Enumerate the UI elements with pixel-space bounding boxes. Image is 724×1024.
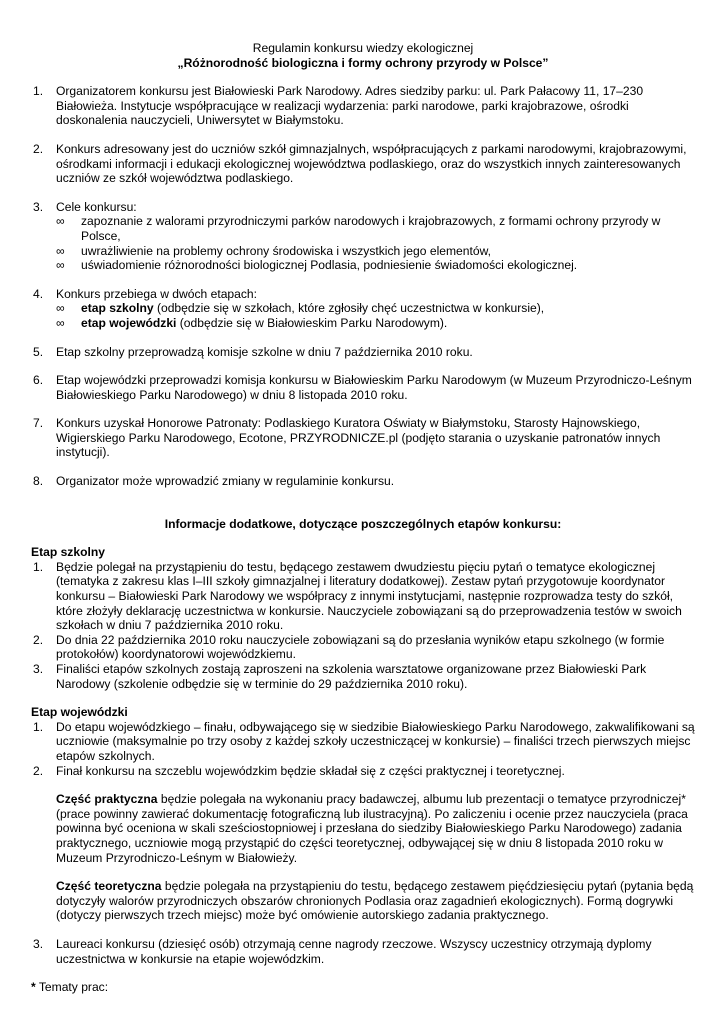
item-number: 1.: [33, 559, 44, 574]
info-heading: Informacje dodatkowe, dotyczące poszczególnych etapów konkursu:: [164, 516, 562, 531]
goal-bullet-3: [56, 258, 695, 273]
rule-item-8: [31, 474, 695, 489]
rule-text: Etap wojewódzki przeprowadzi komisja konkursu w Białowieskim Parku Narodowym (w Muzeum Przyrodniczo-Leśnym Białowieskiego Parku Narodowego) w dniu 8 listopada 2010 roku.: [56, 373, 692, 402]
stage-desc: (odbędzie się w Białowieskim Parku Narodowym).: [176, 315, 448, 330]
rule-item-2: [31, 142, 695, 186]
goal-text: uświadomienie różnorodności biologicznej Podlasia, podniesienie świadomości ekologicznej.: [81, 258, 578, 273]
goal-text: zapoznanie z walorami przyrodniczymi parków narodowych i krajobrazowych, z formami ochrony przyrody w Polsce,: [81, 214, 661, 243]
item-text: Do etapu wojewódzkiego – finału, odbywającego się w siedzibie Białowieskiego Parku Narodowego, zakwalifikowani są uczniowie (maksymalnie po trzy osoby z każdej szkoły uczestniczącej w konkursie) – finaliści trzech pierwszych miejsc etapów szkolnych.: [56, 719, 695, 763]
stage-name: etap szkolny: [81, 301, 154, 316]
rule-number: 1.: [33, 84, 44, 99]
item-number: 2.: [33, 632, 44, 647]
rule-text: Organizatorem konkursu jest Białowieski Park Narodowy. Adres siedziby parku: ul. Park Pałacowy 11, 17–230 Białowieża. Instytucje współpracujące w realizacji wydarzenia: parki narodowe, parki krajobrazowe, ośrodki doskonalenia nauczycieli, Uniwersytet w Białymstoku.: [56, 84, 644, 128]
rule-text: Konkurs adresowany jest do uczniów szkół gimnazjalnych, współpracujących z parkami narodowymi, krajobrazowymi, ośrodkami informacji i edukacji ekologicznej województwa podlaskiego, oraz do wszystkich innych zainteresowanych uczniów ze szkół województwa podlaskiego.: [56, 141, 687, 186]
regional-item-1: [31, 720, 695, 764]
regional-item-3: [31, 937, 695, 966]
item-text: Laureaci konkursu (dziesięć osób) otrzymają cenne nagrody rzeczowe. Wszyscy uczestnicy otrzymają dyplomy uczestnictwa w konkursie na etapie wojewódzkim.: [56, 936, 652, 966]
document-title: [31, 41, 695, 70]
stage-bullet-2: [56, 316, 695, 331]
practical-part-paragraph: [31, 792, 695, 865]
rule-number: 4.: [33, 286, 44, 301]
title-line-1: Regulamin konkursu wiedzy ekologicznej: [252, 41, 474, 55]
item-number: 1.: [33, 719, 44, 734]
item-text: Do dnia 22 października 2010 roku nauczyciele zobowiązani są do przesłania wyników etapu szkolnego (w formie protokołów) koordynatorowi wojewódzkiemu.: [56, 632, 665, 662]
item-number: 2.: [33, 763, 44, 778]
rule-item-5: [31, 345, 695, 360]
goal-text: uwrażliwienie na problemy ochrony środowiska i wszystkich jego elementów,: [81, 243, 492, 258]
infinity-bullet-icon: ∞: [56, 301, 65, 316]
regional-item-2: [31, 764, 695, 779]
rule-item-6: [31, 373, 695, 402]
footnote-text: Tematy prac:: [35, 980, 109, 995]
rule-item-1: [31, 84, 695, 128]
rule-text: Cele konkursu:: [56, 199, 137, 214]
infinity-bullet-icon: ∞: [56, 243, 65, 258]
rule-number: 8.: [33, 474, 44, 489]
rule-number: 7.: [33, 416, 44, 431]
rule-item-4: [31, 287, 695, 331]
rule-number: 6.: [33, 373, 44, 388]
rule-text: Konkurs przebiega w dwóch etapach:: [56, 286, 258, 301]
regional-stage-heading: Etap wojewódzki: [31, 705, 128, 720]
rule-number: 5.: [33, 344, 44, 359]
practical-part-text: będzie polegała na wykonaniu pracy badawczej, albumu lub prezentacji o tematyce przyrodniczej* (prace powinny zawierać dokumentację fotograficzną lub ilustracyjną). Po zaliczeniu i ocenie przez nauczyciela (praca powinna być oceniona w skali sześciostopniowej i przesłana do siedziby Białowieskiego Parku Narodowego) zadania praktycznego, uczniowie mogą przystąpić do części teoretycznej, odbywającej się w dniu 8 listopada 2010 roku w Muzeum Przyrodniczo-Leśnym w Białowieży.: [56, 792, 688, 865]
item-text: Finaliści etapów szkolnych zostają zaproszeni na szkolenia warsztatowe organizowane przez Białowieski Park Narodowy (szkolenie odbędzie się w terminie do 29 października 2010 roku).: [56, 662, 647, 691]
rule-item-7: [31, 416, 695, 460]
rule-number: 2.: [33, 141, 44, 156]
rule-text: Etap szkolny przeprowadzą komisje szkolne w dniu 7 października 2010 roku.: [56, 344, 473, 359]
item-number: 3.: [33, 662, 44, 676]
theoretical-part-label: Część teoretyczna: [56, 879, 162, 894]
document-page: [31, 41, 695, 995]
school-item-2: [31, 633, 695, 662]
item-text: Będzie polegał na przystąpieniu do testu, będącego zestawem dwudziestu pięciu pytań o tematyce ekologicznej (tematyka z zakresu klas I–III szkoły gimnazjalnej i literatury dodatkowej). Zestaw pytań przygotowuje koordynator konkursu – Białowieski Park Narodowy we współpracy z innymi instytucjami, następnie rozprowadza testy do szkół, które złożyły deklarację uczestnictwa w konkursie. Nauczyciele zobowiązani są do przeprowadzenia testów w swoich szkołach w dniu 7 października 2010 roku.: [56, 559, 682, 633]
stage-desc: (odbędzie się w szkołach, które zgłosiły chęć uczestnictwa w konkursie),: [153, 301, 545, 316]
footnote: [31, 980, 695, 995]
stage-bullet-1: [56, 301, 695, 316]
school-stage-heading: Etap szkolny: [31, 545, 105, 560]
theoretical-part-text: będzie polegała na przystąpieniu do testu, będącego zestawem pięćdziesięciu pytań (pytania będą dotyczyły walorów przyrodniczych obszarów chronionych Podlasia oraz zagadnień ekologicznych). Formą dogrywki (dotyczy pierwszych trzech miejsc) może być omówienie autorskiego zadania praktycznego.: [56, 879, 694, 923]
theoretical-part-paragraph: [31, 879, 695, 923]
infinity-bullet-icon: ∞: [56, 258, 65, 273]
rule-text: Organizator może wprowadzić zmiany w regulaminie konkursu.: [56, 474, 395, 489]
school-item-1: [31, 560, 695, 633]
item-text: Finał konkursu na szczeblu wojewódzkim będzie składał się z części praktycznej i teoretycznej.: [56, 763, 565, 778]
rule-item-3: [31, 200, 695, 273]
goal-bullet-2: [56, 244, 695, 259]
item-number: 3.: [33, 936, 44, 951]
rule-number: 3.: [33, 199, 44, 214]
infinity-bullet-icon: ∞: [56, 214, 65, 229]
rule-text: Konkurs uzyskał Honorowe Patronaty: Podlaskiego Kuratora Oświaty w Białymstoku, Starosty Hajnowskiego, Wigierskiego Parku Narodowego, Ecotone, PRZYRODNICZE.pl (podjęto starania o uzyskanie patronatów innych instytucji).: [56, 416, 661, 460]
school-item-3: [31, 662, 695, 691]
footnote-star: *: [31, 980, 36, 995]
goal-bullet-1: [56, 214, 695, 243]
infinity-bullet-icon: ∞: [56, 315, 65, 330]
title-line-2: „Różnorodność biologiczna i formy ochrony przyrody w Polsce”: [177, 55, 549, 70]
practical-part-label: Część praktyczna: [56, 792, 158, 807]
stage-name: etap wojewódzki: [81, 315, 177, 330]
